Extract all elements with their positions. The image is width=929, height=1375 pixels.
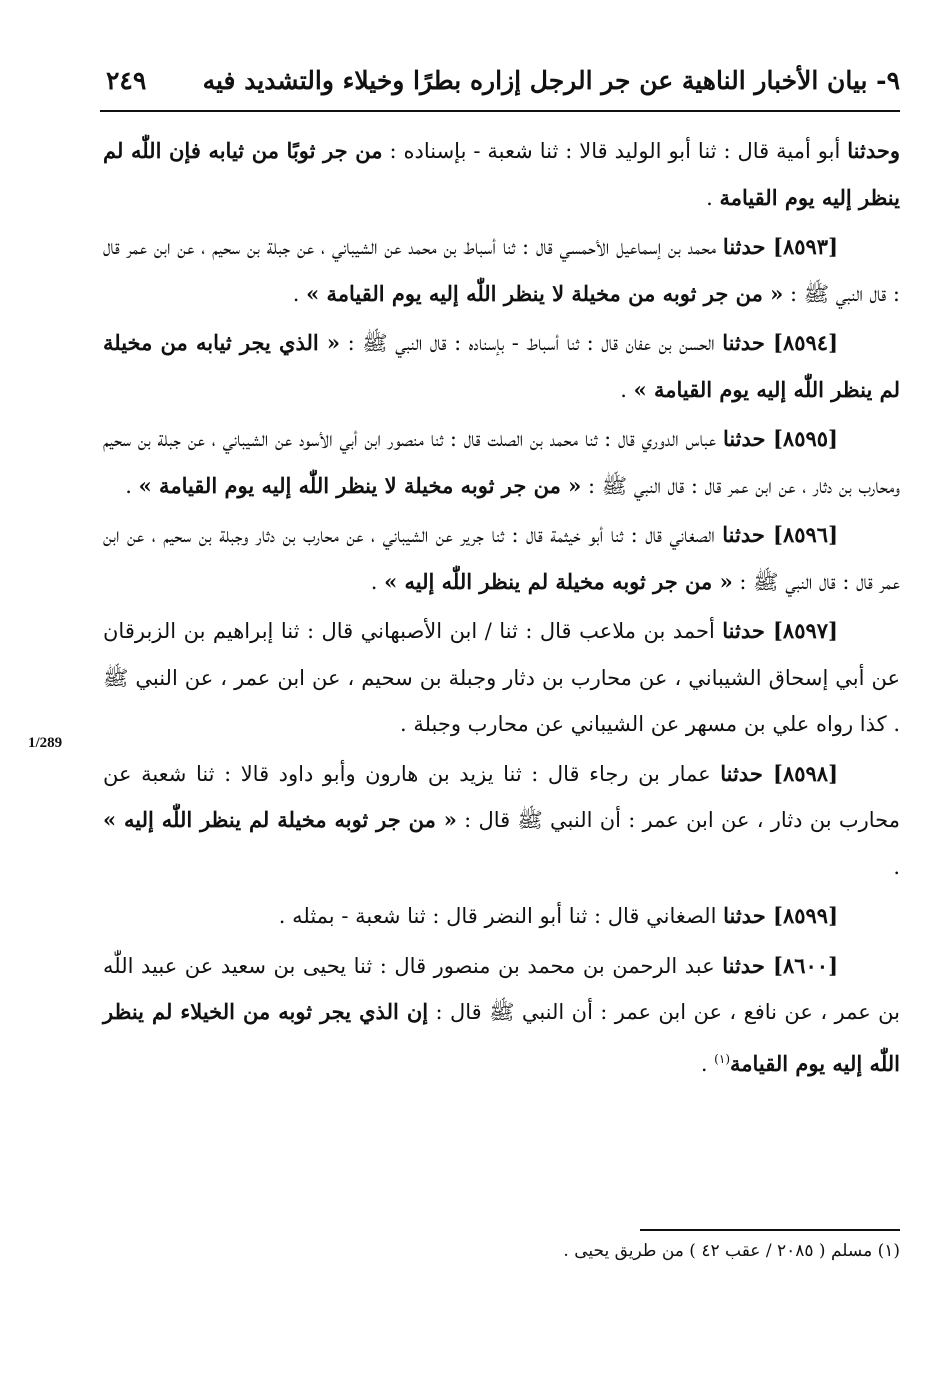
bold-text: من جر ثوبًا من ثيابه فإن اللّٰه لم ينظر إليه يوم القيامة [103,138,900,210]
text-run: عبد الرحمن بن محمد بن منصور قال : ثنا يحيى بن سعيد عن عبيد اللّٰه بن عمر ، عن نافع ، عن ابن عمر : أن النبي ﷺ قال : [103,953,901,1024]
text-run: . [370,569,385,594]
bold-text: « من جر ثوبه من مخيلة لا ينظر اللّٰه إليه يوم القيامة » [306,280,784,306]
running-header [100,58,900,112]
chapter-title: ٩- بيان الأخبار الناهية عن جر الرجل إزاره بطرًا وخيلاء والتشديد فيه [202,66,900,95]
text-run: أحمد بن ملاعب قال : ثنا / ابن الأصبهاني قال : ثنا إبراهيم بن الزبرقان عن أبي إسحاق الشيباني ، عن محارب بن دثار وجبلة بن سحيم ، عن ابن عمر ، عن النبي ﷺ . كذا رواه علي بن مسهر عن الشيباني عن محارب وجبلة . [103,619,900,736]
bold-text: « من جر ثوبه مخيلة لم ينظر اللّٰه إليه » [103,807,457,832]
bold-text: [٨٥٩٨] حدثنا [720,760,838,786]
hadith-8600 [103,943,900,1088]
page-number: ٢٤٩ [106,66,147,95]
hadith-8594 [103,320,900,413]
hadith-8598 [103,751,900,891]
bold-text: « الذي يجر ثيابه من مخيلة لم ينظر اللّٰه إليه يوم القيامة » [103,330,900,402]
bold-text: [٨٥٩٤] حدثنا [722,330,838,355]
text-run: الصغاني قال : ثنا أبو خيثمة قال : ثنا جرير عن الشيباني ، عن محارب بن دثار وجبلة بن سحيم ، عن ابن عمر قال : قال النبي ﷺ : [103,523,900,594]
text-run: . [620,377,634,402]
text-run: الحسن بن عفان قال : ثنا أسباط - بإسناده : قال النبي ﷺ : [340,331,723,355]
bold-text: [٨٥٩٥] حدثنا [722,426,838,451]
bold-text: [٨٦٠٠] حدثنا [722,952,838,978]
hadith-8597 [103,608,900,748]
manuscript-folio-marker: 1/289 [28,735,63,751]
text-run: . [893,854,900,879]
text-run: . [292,281,307,306]
text-run: الصغاني قال : ثنا أبو النضر قال : ثنا شعبة - بمثله . [278,904,724,928]
text-run: عمار بن رجاء قال : ثنا يزيد بن هارون وأبو داود قالا : ثنا شعبة عن محارب بن دثار ، عن ابن عمر : أن النبي ﷺ قال : [103,761,900,832]
text-run: . [706,185,720,210]
bold-text: « من جر ثوبه مخيلة لا ينظر اللّٰه إليه يوم القيامة » [138,472,582,498]
hadith-8596 [103,512,900,605]
text-run: أبو أمية قال : ثنا أبو الوليد قالا : ثنا شعبة - بإسناده : [382,139,848,163]
paragraph [103,128,900,221]
bold-text: [٨٥٩٩] حدثنا [723,903,838,928]
footnote: (١) مسلم ( ٢٠٨٥ / عقب ٤٢ ) من طريق يحيى . [563,1241,900,1261]
bold-text: [٨٥٩٣] حدثنا [722,234,838,259]
text-run: . [700,1051,715,1076]
hadith-8599 [103,893,900,940]
hadith-8595 [103,416,900,509]
text-run: . [125,473,139,498]
footnote-ref: (١) [714,1051,730,1066]
text-run: عباس الدوري قال : ثنا محمد بن الصلت قال : ثنا منصور ابن أبي الأسود عن الشيباني ، عن جبلة بن سحيم ومحارب بن دثار ، عن ابن عمر قال : قال النبي ﷺ : [103,427,900,498]
bold-text: إن الذي يجر ثوبه من الخيلاء لم ينظر اللّٰه إليه يوم القيامة [103,999,900,1076]
bold-text: « من جر ثوبه مخيلة لم ينظر اللّٰه إليه » [384,568,733,594]
text-run: محمد بن إسماعيل الأحمسي قال : ثنا أسباط بن محمد عن الشيباني ، عن جبلة بن سحيم ، عن ابن عمر قال : قال النبي ﷺ : [103,235,900,306]
hadith-8593 [103,224,900,317]
bold-text: [٨٥٩٧] حدثنا [722,618,838,643]
footnote-divider [640,1229,900,1231]
bold-text: [٨٥٩٦] حدثنا [722,522,838,547]
main-text [103,128,900,1090]
bold-text: وحدثنا [847,138,901,163]
